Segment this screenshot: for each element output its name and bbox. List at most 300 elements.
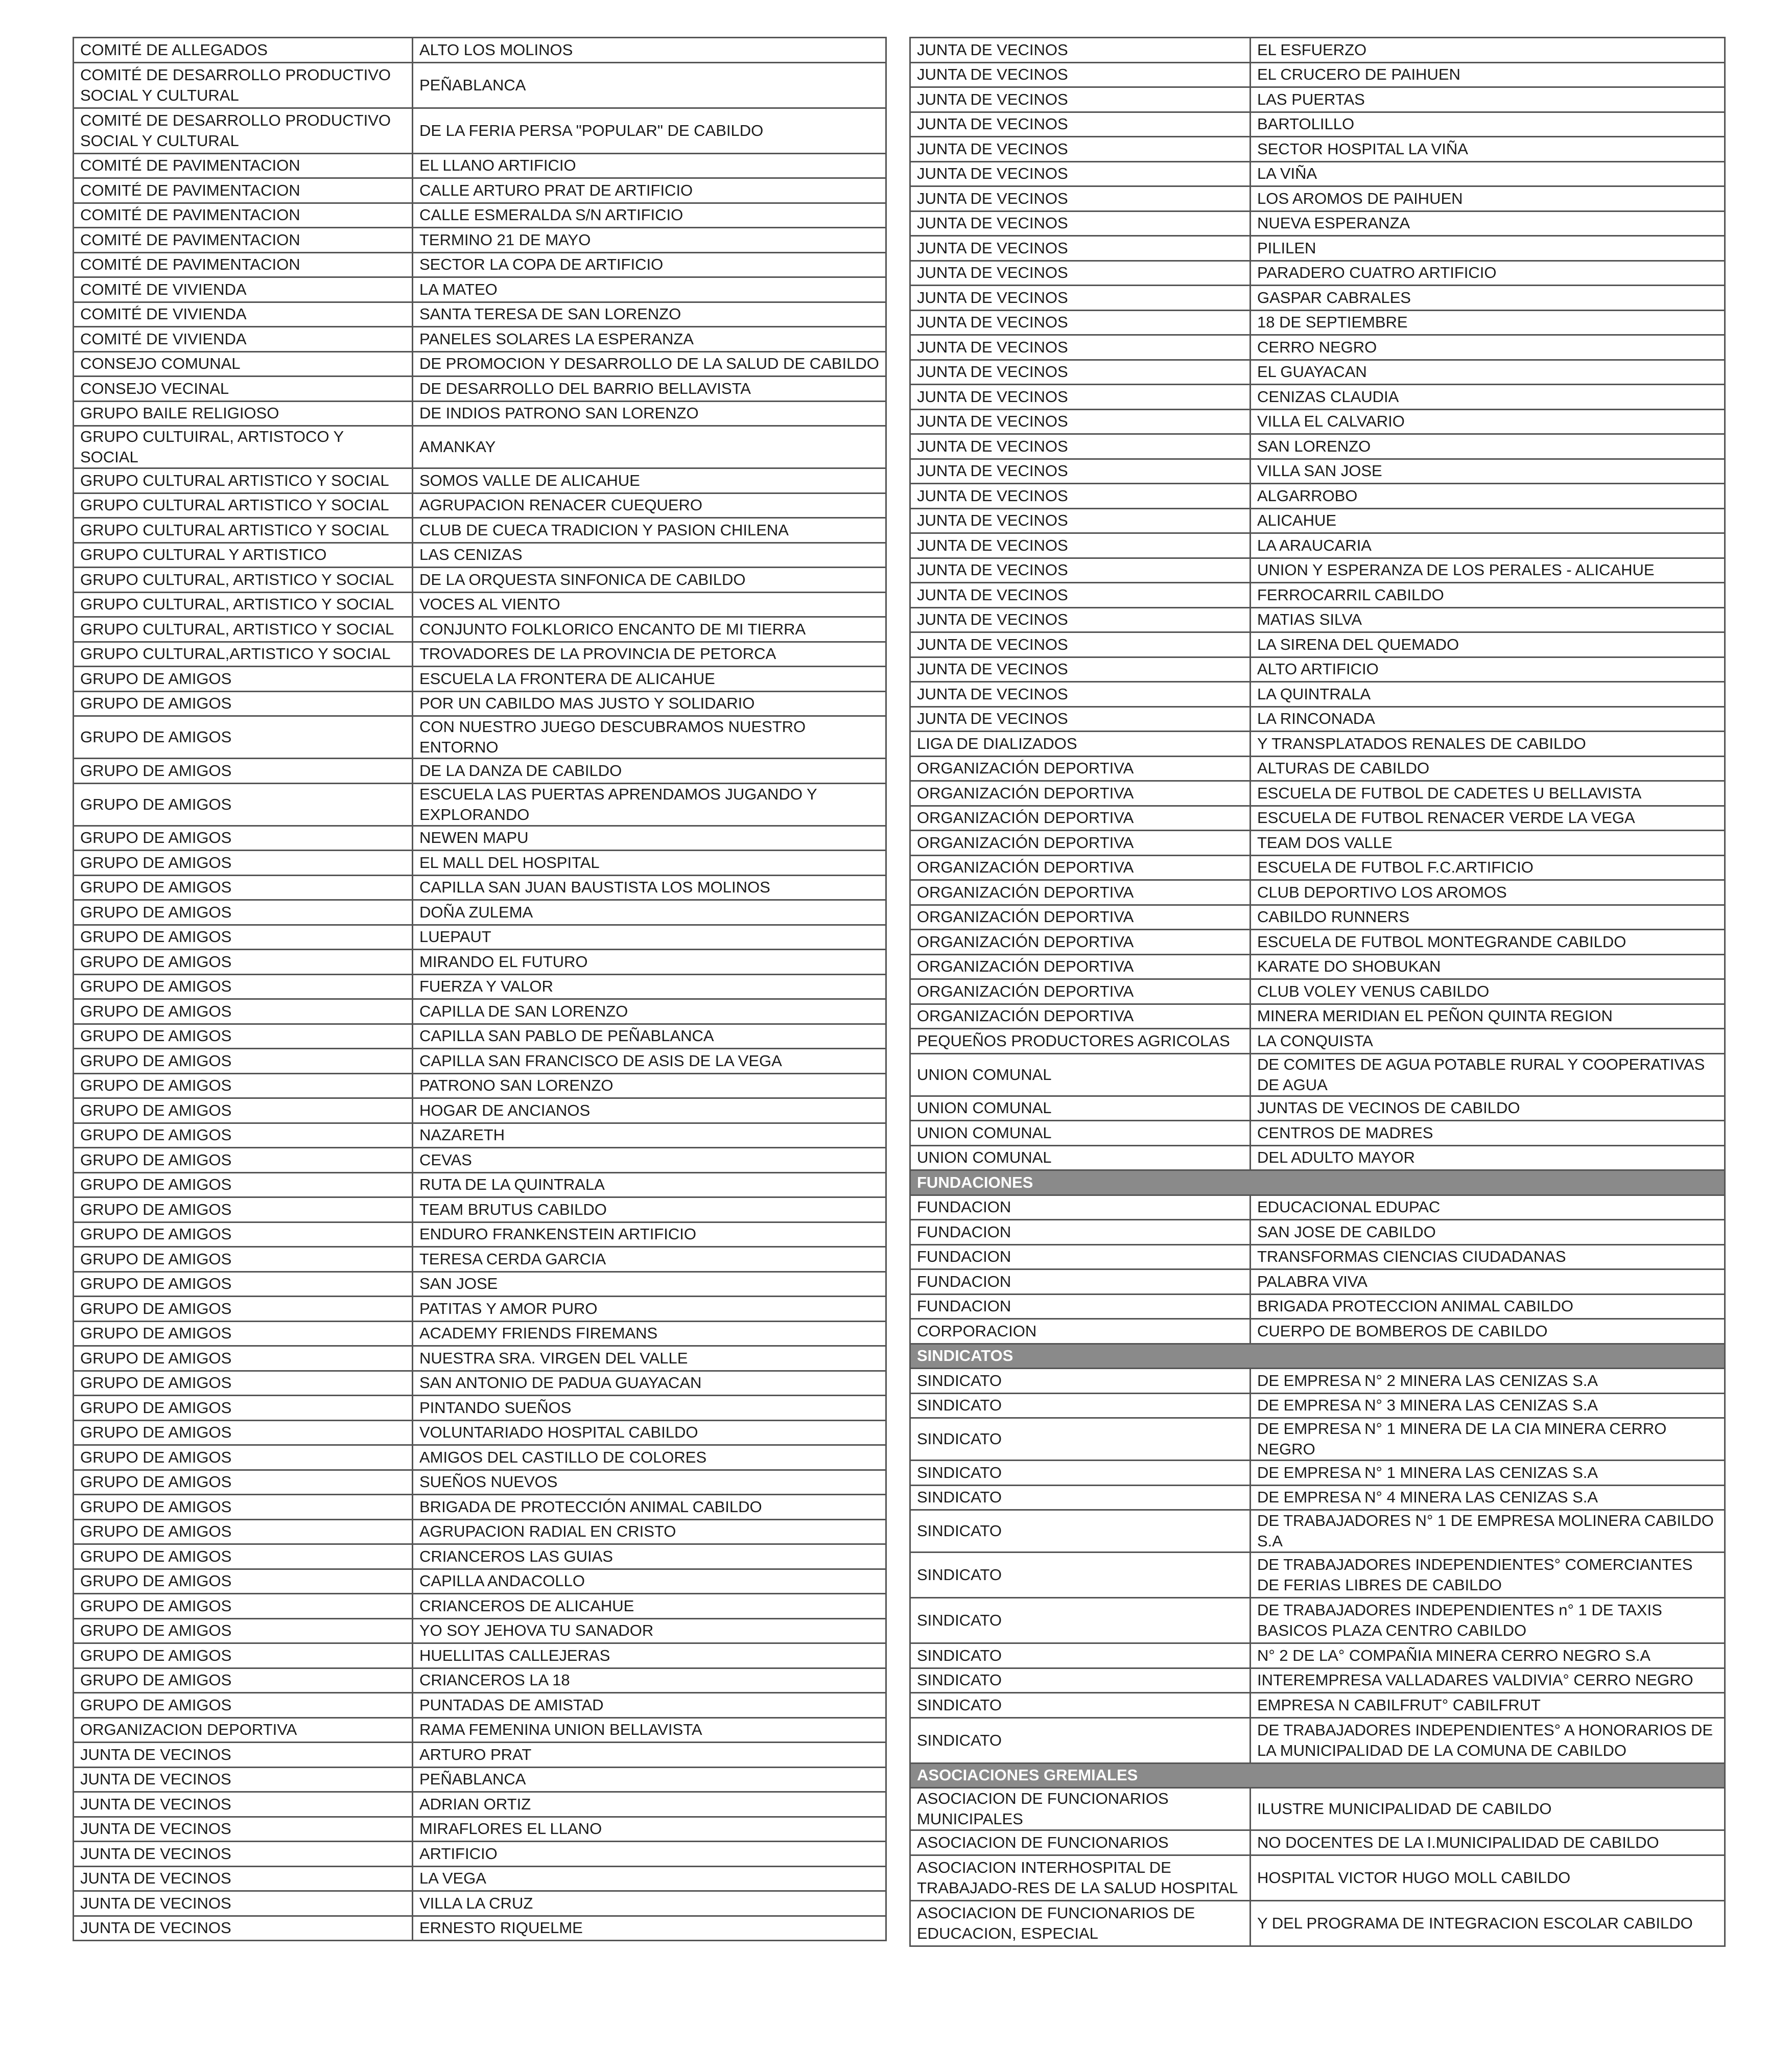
table-row bbox=[74, 62, 886, 108]
organization-type-cell: ASOCIACION DE FUNCIONARIOS DE EDUCACION, ESPECIAL bbox=[910, 1900, 1251, 1946]
organization-name-cell: ARTIFICIO bbox=[413, 1842, 886, 1867]
organization-name-cell: PUNTADAS DE AMISTAD bbox=[413, 1693, 886, 1718]
organization-name-cell: Y TRANSPLATADOS RENALES DE CABILDO bbox=[1251, 732, 1725, 757]
organization-type-cell: JUNTA DE VECINOS bbox=[910, 508, 1251, 533]
organization-type-cell: JUNTA DE VECINOS bbox=[910, 409, 1251, 434]
table-row bbox=[910, 1393, 1725, 1418]
table-row bbox=[74, 468, 886, 493]
organization-type-cell: COMITÉ DE DESARROLLO PRODUCTIVO SOCIAL Y CULTURAL bbox=[74, 62, 413, 108]
organization-name-cell: DE EMPRESA N° 4 MINERA LAS CENIZAS S.A bbox=[1251, 1485, 1725, 1510]
organization-type-cell: SINDICATO bbox=[910, 1369, 1251, 1394]
table-row bbox=[74, 1544, 886, 1569]
organization-name-cell: UNION Y ESPERANZA DE LOS PERALES - ALICAHUE bbox=[1251, 558, 1725, 583]
table-row bbox=[910, 1195, 1725, 1220]
organization-name-cell: ESCUELA DE FUTBOL F.C.ARTIFICIO bbox=[1251, 855, 1725, 880]
organization-type-cell: PEQUEÑOS PRODUCTORES AGRICOLAS bbox=[910, 1029, 1251, 1054]
table-row bbox=[910, 508, 1725, 533]
organization-name-cell: DE EMPRESA N° 2 MINERA LAS CENIZAS S.A bbox=[1251, 1369, 1725, 1394]
organization-name-cell: CENTROS DE MADRES bbox=[1251, 1121, 1725, 1146]
organization-type-cell: GRUPO DE AMIGOS bbox=[74, 1024, 413, 1049]
organization-name-cell: LA VIÑA bbox=[1251, 161, 1725, 186]
table-row bbox=[74, 1594, 886, 1619]
table-row bbox=[74, 1123, 886, 1148]
organization-name-cell: VILLA EL CALVARIO bbox=[1251, 409, 1725, 434]
organization-name-cell: CLUB DEPORTIVO LOS AROMOS bbox=[1251, 880, 1725, 905]
organization-name-cell: DE TRABAJADORES INDEPENDIENTES° COMERCIANTES DE FERIAS LIBRES DE CABILDO bbox=[1251, 1553, 1725, 1598]
organization-name-cell: JUNTAS DE VECINOS DE CABILDO bbox=[1251, 1096, 1725, 1121]
table-row bbox=[74, 1792, 886, 1817]
table-row bbox=[910, 1121, 1725, 1146]
organization-type-cell: ASOCIACION INTERHOSPITAL DE TRABAJADO-RES DE LA SALUD HOSPITAL bbox=[910, 1855, 1251, 1900]
table-row bbox=[910, 1220, 1725, 1245]
table-row bbox=[74, 1618, 886, 1643]
table-row bbox=[910, 1553, 1725, 1598]
table-row bbox=[74, 426, 886, 468]
organization-name-cell: CONJUNTO FOLKLORICO ENCANTO DE MI TIERRA bbox=[413, 617, 886, 642]
table-row bbox=[74, 1222, 886, 1247]
organization-name-cell: ESCUELA DE FUTBOL DE CADETES U BELLAVISTA bbox=[1251, 781, 1725, 806]
table-row bbox=[74, 153, 886, 178]
organization-name-cell: DE TRABAJADORES INDEPENDIENTES° A HONORARIOS DE LA MUNICIPALIDAD DE LA COMUNA DE CABILDO bbox=[1251, 1718, 1725, 1763]
organization-name-cell: MATIAS SILVA bbox=[1251, 607, 1725, 632]
organization-name-cell: INTEREMPRESA VALLADARES VALDIVIA° CERRO NEGRO bbox=[1251, 1668, 1725, 1693]
table-row bbox=[910, 1418, 1725, 1461]
organization-type-cell: JUNTA DE VECINOS bbox=[910, 38, 1251, 63]
organization-type-cell: JUNTA DE VECINOS bbox=[910, 533, 1251, 558]
organization-name-cell: LA CONQUISTA bbox=[1251, 1029, 1725, 1054]
table-row bbox=[74, 1495, 886, 1520]
table-row bbox=[910, 632, 1725, 657]
organization-name-cell: SANTA TERESA DE SAN LORENZO bbox=[413, 302, 886, 327]
table-row bbox=[910, 558, 1725, 583]
table-row bbox=[74, 1569, 886, 1594]
table-row bbox=[74, 667, 886, 692]
table-row bbox=[74, 1668, 886, 1693]
table-row bbox=[910, 905, 1725, 930]
organization-name-cell: CAPILLA SAN FRANCISCO DE ASIS DE LA VEGA bbox=[413, 1049, 886, 1074]
table-row bbox=[74, 1817, 886, 1842]
organization-type-cell: JUNTA DE VECINOS bbox=[910, 335, 1251, 360]
organization-name-cell: CAPILLA SAN PABLO DE PEÑABLANCA bbox=[413, 1024, 886, 1049]
organization-name-cell: SOMOS VALLE DE ALICAHUE bbox=[413, 468, 886, 493]
organization-name-cell: DOÑA ZULEMA bbox=[413, 900, 886, 925]
organization-type-cell: ORGANIZACIÓN DEPORTIVA bbox=[910, 855, 1251, 880]
table-row bbox=[74, 826, 886, 851]
table-row bbox=[74, 1371, 886, 1396]
organization-type-cell: JUNTA DE VECINOS bbox=[74, 1842, 413, 1867]
organization-name-cell: PATITAS Y AMOR PURO bbox=[413, 1297, 886, 1322]
organization-type-cell: GRUPO DE AMIGOS bbox=[74, 1495, 413, 1520]
table-row bbox=[910, 583, 1725, 608]
organization-name-cell: DE TRABAJADORES INDEPENDIENTES n° 1 DE TAXIS BASICOS PLAZA CENTRO CABILDO bbox=[1251, 1598, 1725, 1643]
organization-name-cell: BRIGADA DE PROTECCIÓN ANIMAL CABILDO bbox=[413, 1495, 886, 1520]
organization-type-cell: JUNTA DE VECINOS bbox=[74, 1792, 413, 1817]
table-row bbox=[910, 607, 1725, 632]
table-row bbox=[910, 87, 1725, 112]
organization-name-cell: Y DEL PROGRAMA DE INTEGRACION ESCOLAR CABILDO bbox=[1251, 1900, 1725, 1946]
organization-type-cell: SINDICATO bbox=[910, 1553, 1251, 1598]
organization-name-cell: BRIGADA PROTECCION ANIMAL CABILDO bbox=[1251, 1294, 1725, 1319]
table-row bbox=[910, 880, 1725, 905]
organization-name-cell: ALTO LOS MOLINOS bbox=[413, 38, 886, 63]
organization-name-cell: TEAM BRUTUS CABILDO bbox=[413, 1197, 886, 1222]
organization-name-cell: HOGAR DE ANCIANOS bbox=[413, 1098, 886, 1123]
table-row bbox=[74, 617, 886, 642]
organization-type-cell: JUNTA DE VECINOS bbox=[910, 632, 1251, 657]
organization-name-cell: ALICAHUE bbox=[1251, 508, 1725, 533]
organization-name-cell: TROVADORES DE LA PROVINCIA DE PETORCA bbox=[413, 642, 886, 667]
table-row bbox=[74, 1743, 886, 1768]
organization-name-cell: VILLA SAN JOSE bbox=[1251, 459, 1725, 484]
table-row bbox=[910, 261, 1725, 286]
table-row bbox=[74, 1247, 886, 1272]
left-table-body bbox=[74, 38, 886, 1941]
organization-type-cell: ORGANIZACIÓN DEPORTIVA bbox=[910, 880, 1251, 905]
organization-type-cell: SINDICATO bbox=[910, 1485, 1251, 1510]
table-row bbox=[74, 1916, 886, 1941]
organization-type-cell: UNION COMUNAL bbox=[910, 1096, 1251, 1121]
organization-type-cell: CORPORACION bbox=[910, 1319, 1251, 1344]
organization-type-cell: GRUPO DE AMIGOS bbox=[74, 1346, 413, 1371]
organization-type-cell: COMITÉ DE PAVIMENTACION bbox=[74, 153, 413, 178]
table-row bbox=[74, 1519, 886, 1544]
organization-type-cell: ORGANIZACIÓN DEPORTIVA bbox=[910, 806, 1251, 831]
organization-type-cell: GRUPO DE AMIGOS bbox=[74, 1618, 413, 1643]
organization-name-cell: PANELES SOLARES LA ESPERANZA bbox=[413, 327, 886, 352]
organization-type-cell: JUNTA DE VECINOS bbox=[910, 558, 1251, 583]
organization-name-cell: SECTOR LA COPA DE ARTIFICIO bbox=[413, 252, 886, 277]
organization-type-cell: GRUPO DE AMIGOS bbox=[74, 1643, 413, 1668]
organization-name-cell: VOLUNTARIADO HOSPITAL CABILDO bbox=[413, 1420, 886, 1445]
organization-name-cell: NUEVA ESPERANZA bbox=[1251, 211, 1725, 236]
organization-name-cell: CENIZAS CLAUDIA bbox=[1251, 385, 1725, 410]
table-row bbox=[74, 1197, 886, 1222]
organization-type-cell: UNION COMUNAL bbox=[910, 1121, 1251, 1146]
table-row bbox=[910, 831, 1725, 856]
organization-type-cell: GRUPO DE AMIGOS bbox=[74, 974, 413, 999]
organization-type-cell: SINDICATO bbox=[910, 1510, 1251, 1553]
table-row bbox=[910, 360, 1725, 385]
organization-name-cell: ADRIAN ORTIZ bbox=[413, 1792, 886, 1817]
table-row bbox=[910, 1643, 1725, 1668]
organization-name-cell: AGRUPACION RADIAL EN CRISTO bbox=[413, 1519, 886, 1544]
organization-type-cell: GRUPO DE AMIGOS bbox=[74, 1197, 413, 1222]
table-row bbox=[910, 1900, 1725, 1946]
organization-type-cell: FUNDACION bbox=[910, 1220, 1251, 1245]
table-row bbox=[74, 351, 886, 377]
table-row bbox=[910, 385, 1725, 410]
organization-type-cell: FUNDACION bbox=[910, 1294, 1251, 1319]
organization-name-cell: CALLE ESMERALDA S/N ARTIFICIO bbox=[413, 203, 886, 228]
organization-name-cell: DE EMPRESA N° 3 MINERA LAS CENIZAS S.A bbox=[1251, 1393, 1725, 1418]
organization-name-cell: AMIGOS DEL CASTILLO DE COLORES bbox=[413, 1445, 886, 1470]
organization-name-cell: LA VEGA bbox=[413, 1866, 886, 1891]
organization-type-cell: COMITÉ DE PAVIMENTACION bbox=[74, 203, 413, 228]
organization-type-cell: GRUPO DE AMIGOS bbox=[74, 999, 413, 1024]
organization-name-cell: ALGARROBO bbox=[1251, 484, 1725, 509]
organization-name-cell: TRANSFORMAS CIENCIAS CIUDADANAS bbox=[1251, 1244, 1725, 1269]
organization-name-cell: CLUB DE CUECA TRADICION Y PASION CHILENA bbox=[413, 518, 886, 543]
organization-name-cell: PEÑABLANCA bbox=[413, 1767, 886, 1792]
organization-type-cell: GRUPO DE AMIGOS bbox=[74, 875, 413, 900]
organization-type-cell: GRUPO DE AMIGOS bbox=[74, 1272, 413, 1297]
table-row bbox=[910, 310, 1725, 335]
organization-name-cell: PILILEN bbox=[1251, 236, 1725, 261]
organization-type-cell: FUNDACION bbox=[910, 1244, 1251, 1269]
organization-name-cell: EL CRUCERO DE PAIHUEN bbox=[1251, 62, 1725, 87]
organization-type-cell: GRUPO CULTURAL, ARTISTICO Y SOCIAL bbox=[74, 617, 413, 642]
organization-name-cell: ACADEMY FRIENDS FIREMANS bbox=[413, 1321, 886, 1346]
table-row bbox=[910, 335, 1725, 360]
table-row bbox=[74, 999, 886, 1024]
organization-type-cell: GRUPO CULTURAL, ARTISTICO Y SOCIAL bbox=[74, 568, 413, 593]
organization-type-cell: GRUPO DE AMIGOS bbox=[74, 826, 413, 851]
organization-name-cell: BARTOLILLO bbox=[1251, 112, 1725, 137]
organization-type-cell: ORGANIZACIÓN DEPORTIVA bbox=[910, 756, 1251, 781]
organization-name-cell: DE TRABAJADORES N° 1 DE EMPRESA MOLINERA CABILDO S.A bbox=[1251, 1510, 1725, 1553]
organization-name-cell: ESCUELA LA FRONTERA DE ALICAHUE bbox=[413, 667, 886, 692]
table-row bbox=[74, 302, 886, 327]
organizations-table-right bbox=[909, 37, 1726, 1947]
organization-type-cell: JUNTA DE VECINOS bbox=[910, 186, 1251, 211]
table-row bbox=[910, 112, 1725, 137]
organization-name-cell: EL ESFUERZO bbox=[1251, 38, 1725, 63]
organization-type-cell: LIGA DE DIALIZADOS bbox=[910, 732, 1251, 757]
organization-name-cell: MIRANDO EL FUTURO bbox=[413, 950, 886, 975]
table-row bbox=[74, 38, 886, 63]
organization-name-cell: PALABRA VIVA bbox=[1251, 1269, 1725, 1295]
organization-name-cell: ARTURO PRAT bbox=[413, 1743, 886, 1768]
organization-type-cell: GRUPO DE AMIGOS bbox=[74, 759, 413, 784]
organization-name-cell: HOSPITAL VICTOR HUGO MOLL CABILDO bbox=[1251, 1855, 1725, 1900]
organization-type-cell: JUNTA DE VECINOS bbox=[74, 1743, 413, 1768]
organization-type-cell: JUNTA DE VECINOS bbox=[910, 385, 1251, 410]
table-row bbox=[74, 543, 886, 568]
organization-name-cell: VOCES AL VIENTO bbox=[413, 592, 886, 617]
organization-type-cell: GRUPO DE AMIGOS bbox=[74, 1123, 413, 1148]
organization-type-cell: JUNTA DE VECINOS bbox=[74, 1891, 413, 1916]
organization-name-cell: NAZARETH bbox=[413, 1123, 886, 1148]
organization-type-cell: COMITÉ DE PAVIMENTACION bbox=[74, 178, 413, 203]
organization-type-cell: ORGANIZACIÓN DEPORTIVA bbox=[910, 781, 1251, 806]
table-row bbox=[74, 783, 886, 826]
organization-type-cell: COMITÉ DE VIVIENDA bbox=[74, 302, 413, 327]
table-row bbox=[74, 203, 886, 228]
organization-type-cell: JUNTA DE VECINOS bbox=[910, 459, 1251, 484]
table-row bbox=[74, 493, 886, 518]
organization-type-cell: JUNTA DE VECINOS bbox=[910, 112, 1251, 137]
table-row bbox=[910, 1788, 1725, 1830]
organization-type-cell: ORGANIZACIÓN DEPORTIVA bbox=[910, 1004, 1251, 1029]
table-row bbox=[74, 1445, 886, 1470]
organizations-table-left bbox=[73, 37, 887, 1941]
table-row bbox=[74, 851, 886, 876]
organization-name-cell: CAPILLA SAN JUAN BAUSTISTA LOS MOLINOS bbox=[413, 875, 886, 900]
table-row bbox=[910, 459, 1725, 484]
organization-name-cell: POR UN CABILDO MAS JUSTO Y SOLIDARIO bbox=[413, 691, 886, 716]
table-row bbox=[74, 377, 886, 402]
table-row bbox=[74, 1396, 886, 1421]
table-row bbox=[910, 236, 1725, 261]
organization-type-cell: GRUPO DE AMIGOS bbox=[74, 1321, 413, 1346]
organization-type-cell: GRUPO DE AMIGOS bbox=[74, 667, 413, 692]
organization-type-cell: JUNTA DE VECINOS bbox=[74, 1866, 413, 1891]
organization-name-cell: LA QUINTRALA bbox=[1251, 682, 1725, 707]
organization-name-cell: DE INDIOS PATRONO SAN LORENZO bbox=[413, 401, 886, 426]
table-row bbox=[74, 950, 886, 975]
organization-type-cell: GRUPO DE AMIGOS bbox=[74, 783, 413, 826]
table-row bbox=[74, 1172, 886, 1197]
organization-name-cell: EL GUAYACAN bbox=[1251, 360, 1725, 385]
table-row bbox=[74, 1643, 886, 1668]
table-row bbox=[74, 759, 886, 784]
organization-type-cell: SINDICATO bbox=[910, 1643, 1251, 1668]
organization-type-cell: JUNTA DE VECINOS bbox=[910, 434, 1251, 459]
table-row bbox=[910, 533, 1725, 558]
organization-name-cell: DE EMPRESA N° 1 MINERA DE LA CIA MINERA CERRO NEGRO bbox=[1251, 1418, 1725, 1461]
organization-type-cell: ORGANIZACIÓN DEPORTIVA bbox=[910, 979, 1251, 1004]
organization-name-cell: AGRUPACION RENACER CUEQUERO bbox=[413, 493, 886, 518]
organization-name-cell: CABILDO RUNNERS bbox=[1251, 905, 1725, 930]
organization-type-cell: ORGANIZACIÓN DEPORTIVA bbox=[910, 954, 1251, 979]
organization-type-cell: ASOCIACION DE FUNCIONARIOS bbox=[910, 1830, 1251, 1855]
organization-name-cell: GASPAR CABRALES bbox=[1251, 286, 1725, 311]
organization-name-cell: ESCUELA DE FUTBOL RENACER VERDE LA VEGA bbox=[1251, 806, 1725, 831]
organization-type-cell: SINDICATO bbox=[910, 1393, 1251, 1418]
organization-name-cell: PARADERO CUATRO ARTIFICIO bbox=[1251, 261, 1725, 286]
organization-name-cell: FUERZA Y VALOR bbox=[413, 974, 886, 999]
table-row bbox=[910, 286, 1725, 311]
organization-type-cell: COMITÉ DE VIVIENDA bbox=[74, 327, 413, 352]
table-row bbox=[74, 1297, 886, 1322]
organization-type-cell: GRUPO DE AMIGOS bbox=[74, 1569, 413, 1594]
table-row bbox=[910, 1510, 1725, 1553]
organization-name-cell: LA ARAUCARIA bbox=[1251, 533, 1725, 558]
organization-type-cell: JUNTA DE VECINOS bbox=[910, 261, 1251, 286]
organization-type-cell: JUNTA DE VECINOS bbox=[74, 1916, 413, 1941]
organization-type-cell: JUNTA DE VECINOS bbox=[910, 657, 1251, 682]
table-row bbox=[910, 186, 1725, 211]
organization-type-cell: JUNTA DE VECINOS bbox=[910, 137, 1251, 162]
table-row bbox=[74, 1693, 886, 1718]
organization-type-cell: JUNTA DE VECINOS bbox=[910, 310, 1251, 335]
organization-name-cell: DE EMPRESA N° 1 MINERA LAS CENIZAS S.A bbox=[1251, 1461, 1725, 1486]
organization-type-cell: JUNTA DE VECINOS bbox=[74, 1817, 413, 1842]
organization-name-cell: DE LA ORQUESTA SINFONICA DE CABILDO bbox=[413, 568, 886, 593]
section-header-row bbox=[910, 1344, 1725, 1369]
table-row bbox=[74, 1866, 886, 1891]
table-row bbox=[74, 925, 886, 950]
organization-type-cell: JUNTA DE VECINOS bbox=[910, 707, 1251, 732]
table-row bbox=[74, 568, 886, 593]
table-row bbox=[74, 1346, 886, 1371]
organization-name-cell: VILLA LA CRUZ bbox=[413, 1891, 886, 1916]
organization-name-cell: ENDURO FRANKENSTEIN ARTIFICIO bbox=[413, 1222, 886, 1247]
organization-name-cell: CEVAS bbox=[413, 1148, 886, 1173]
organization-type-cell: JUNTA DE VECINOS bbox=[74, 1767, 413, 1792]
organization-name-cell: EL LLANO ARTIFICIO bbox=[413, 153, 886, 178]
organization-type-cell: GRUPO CULTURAL ARTISTICO Y SOCIAL bbox=[74, 468, 413, 493]
organization-name-cell: SAN JOSE DE CABILDO bbox=[1251, 1220, 1725, 1245]
table-row bbox=[74, 1049, 886, 1074]
organization-type-cell: GRUPO DE AMIGOS bbox=[74, 1594, 413, 1619]
table-row bbox=[910, 1668, 1725, 1693]
organization-name-cell: ESCUELA LAS PUERTAS APRENDAMOS JUGANDO Y EXPLORANDO bbox=[413, 783, 886, 826]
table-row bbox=[910, 1855, 1725, 1900]
table-row bbox=[74, 974, 886, 999]
organization-name-cell: CERRO NEGRO bbox=[1251, 335, 1725, 360]
organization-type-cell: UNION COMUNAL bbox=[910, 1145, 1251, 1170]
organization-name-cell: LOS AROMOS DE PAIHUEN bbox=[1251, 186, 1725, 211]
organization-name-cell: DE DESARROLLO DEL BARRIO BELLAVISTA bbox=[413, 377, 886, 402]
table-row bbox=[910, 1319, 1725, 1344]
organization-type-cell: ORGANIZACIÓN DEPORTIVA bbox=[910, 905, 1251, 930]
table-row bbox=[910, 62, 1725, 87]
organization-type-cell: JUNTA DE VECINOS bbox=[910, 62, 1251, 87]
organization-name-cell: CRIANCEROS LA 18 bbox=[413, 1668, 886, 1693]
organization-name-cell: EL MALL DEL HOSPITAL bbox=[413, 851, 886, 876]
table-row bbox=[910, 1693, 1725, 1718]
table-row bbox=[74, 252, 886, 277]
organization-type-cell: JUNTA DE VECINOS bbox=[910, 286, 1251, 311]
table-row bbox=[74, 1073, 886, 1098]
table-row bbox=[74, 1148, 886, 1173]
organization-name-cell: DEL ADULTO MAYOR bbox=[1251, 1145, 1725, 1170]
table-row bbox=[910, 211, 1725, 236]
table-row bbox=[910, 954, 1725, 979]
organization-type-cell: GRUPO DE AMIGOS bbox=[74, 1172, 413, 1197]
organization-name-cell: LAS CENIZAS bbox=[413, 543, 886, 568]
organization-name-cell: CON NUESTRO JUEGO DESCUBRAMOS NUESTRO ENTORNO bbox=[413, 716, 886, 759]
table-row bbox=[910, 1269, 1725, 1295]
organization-name-cell: FERROCARRIL CABILDO bbox=[1251, 583, 1725, 608]
organization-type-cell: GRUPO CULTURAL Y ARTISTICO bbox=[74, 543, 413, 568]
table-row bbox=[910, 1598, 1725, 1643]
organization-name-cell: PATRONO SAN LORENZO bbox=[413, 1073, 886, 1098]
organization-name-cell: 18 DE SEPTIEMBRE bbox=[1251, 310, 1725, 335]
organization-name-cell: LA RINCONADA bbox=[1251, 707, 1725, 732]
organization-type-cell: GRUPO DE AMIGOS bbox=[74, 1519, 413, 1544]
table-row bbox=[910, 855, 1725, 880]
organization-name-cell: NUESTRA SRA. VIRGEN DEL VALLE bbox=[413, 1346, 886, 1371]
table-row bbox=[910, 1244, 1725, 1269]
section-title: ASOCIACIONES GREMIALES bbox=[910, 1763, 1725, 1788]
table-row bbox=[910, 1485, 1725, 1510]
table-row bbox=[910, 1145, 1725, 1170]
organization-type-cell: GRUPO DE AMIGOS bbox=[74, 1396, 413, 1421]
organization-name-cell: SAN LORENZO bbox=[1251, 434, 1725, 459]
table-row bbox=[910, 1461, 1725, 1486]
organization-name-cell: KARATE DO SHOBUKAN bbox=[1251, 954, 1725, 979]
organization-type-cell: GRUPO DE AMIGOS bbox=[74, 925, 413, 950]
organization-type-cell: GRUPO DE AMIGOS bbox=[74, 1049, 413, 1074]
table-row bbox=[74, 1420, 886, 1445]
organization-type-cell: ORGANIZACIÓN DEPORTIVA bbox=[910, 831, 1251, 856]
organization-name-cell: CRIANCEROS DE ALICAHUE bbox=[413, 1594, 886, 1619]
organization-type-cell: GRUPO BAILE RELIGIOSO bbox=[74, 401, 413, 426]
organization-type-cell: GRUPO DE AMIGOS bbox=[74, 851, 413, 876]
organization-type-cell: GRUPO DE AMIGOS bbox=[74, 900, 413, 925]
organization-type-cell: GRUPO DE AMIGOS bbox=[74, 1544, 413, 1569]
organization-name-cell: AMANKAY bbox=[413, 426, 886, 468]
table-row bbox=[910, 1004, 1725, 1029]
table-row bbox=[910, 409, 1725, 434]
organization-name-cell: SAN ANTONIO DE PADUA GUAYACAN bbox=[413, 1371, 886, 1396]
table-row bbox=[74, 401, 886, 426]
organization-name-cell: ERNESTO RIQUELME bbox=[413, 1916, 886, 1941]
organization-type-cell: JUNTA DE VECINOS bbox=[910, 161, 1251, 186]
table-row bbox=[74, 900, 886, 925]
